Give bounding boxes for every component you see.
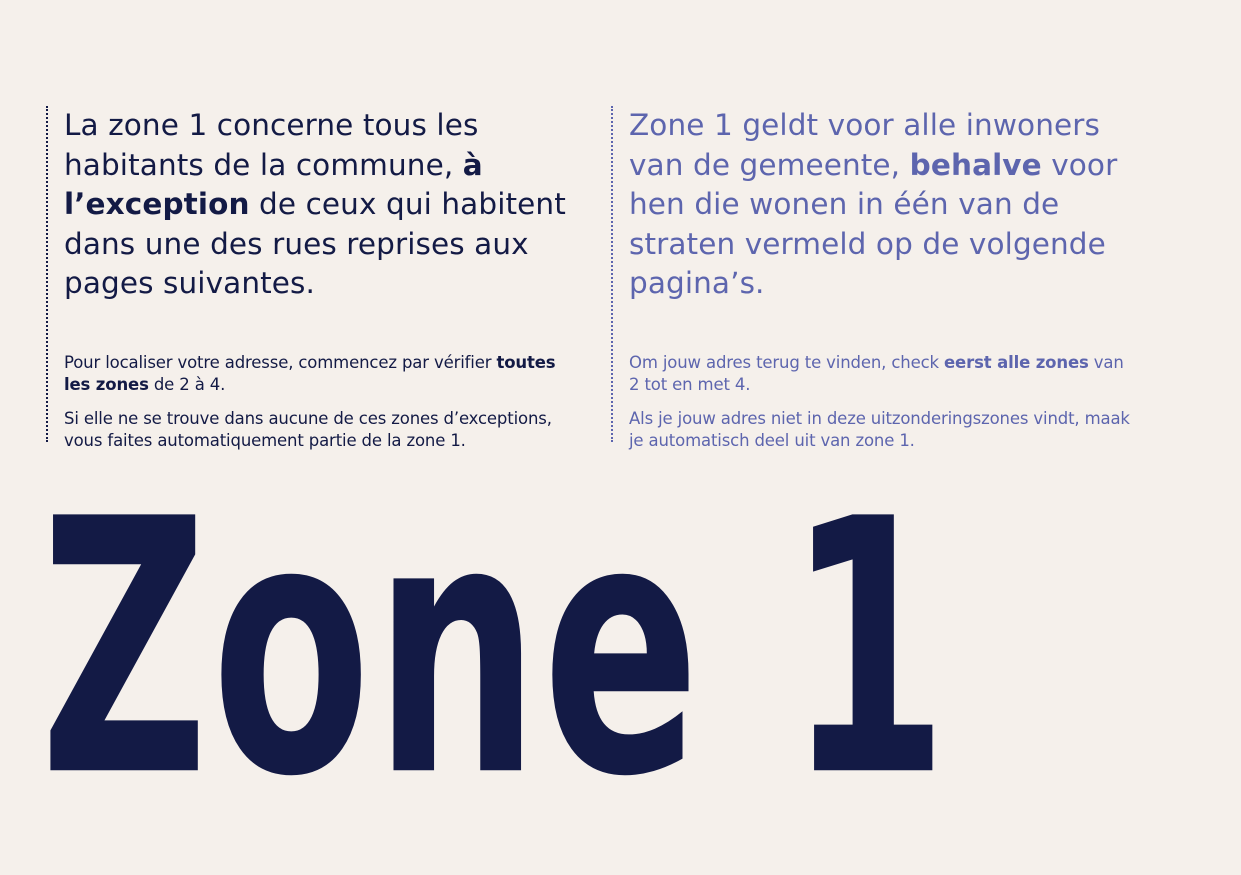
french-lead-emphasis: à l’exception bbox=[64, 147, 483, 222]
french-column bbox=[46, 106, 566, 450]
french-lead-part-1: La zone 1 concerne tous les habitants de la commune, bbox=[64, 108, 479, 182]
dutch-note: Als je jouw adres niet in deze uitzonderingszones vindt, maak je automatisch deel uit van zone 1. bbox=[629, 408, 1130, 450]
zone-title: Zone 1 bbox=[40, 445, 952, 854]
dutch-instruction bbox=[629, 352, 1131, 396]
dutch-lead-emphasis: behalve bbox=[909, 147, 1042, 182]
french-instruction-part-1: Pour localiser votre adresse, commencez par vérifier bbox=[64, 352, 497, 372]
dutch-column bbox=[611, 106, 1131, 450]
french-lead-part-2: de ceux qui habitent dans une des rues reprises aux pages suivantes. bbox=[64, 187, 566, 301]
dutch-instruction-part-1: Om jouw adres terug te vinden, check bbox=[629, 352, 945, 372]
french-lead-text bbox=[64, 106, 566, 304]
dutch-instruction-part-2: van 2 tot en met 4. bbox=[629, 352, 1124, 394]
dutch-lead-part-1: Zone 1 geldt voor alle inwoners van de gemeente, bbox=[629, 108, 1100, 182]
french-instruction-part-2: de 2 à 4. bbox=[148, 374, 226, 394]
french-note: Si elle ne se trouve dans aucune de ces zones d’exceptions, vous faites automatiquement partie de la zone 1. bbox=[64, 408, 552, 450]
french-instruction bbox=[64, 352, 566, 396]
dutch-lead-part-2: voor hen die wonen in één van de straten vermeld op de volgende pagina’s. bbox=[629, 147, 1118, 301]
dutch-instruction-emphasis: eerst alle zones bbox=[944, 352, 1089, 372]
french-instruction-emphasis: toutes les zones bbox=[64, 352, 556, 394]
dutch-lead-text bbox=[629, 106, 1131, 304]
